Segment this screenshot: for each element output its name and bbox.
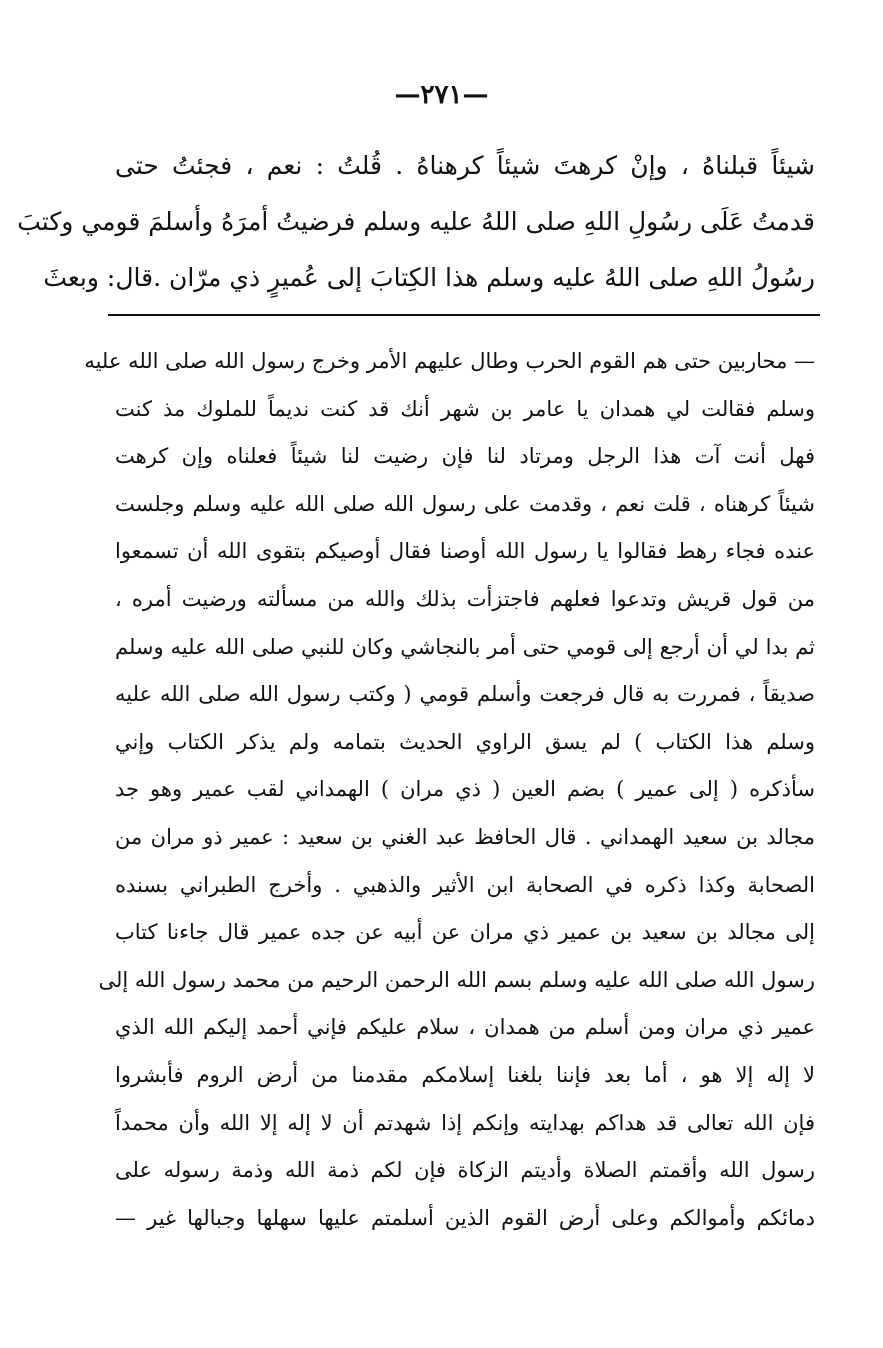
page-number: —٢٧١— (394, 80, 489, 110)
footnote-line: وسلم فقالت لي همدان يا عامر بن شهر أنك قد كنت نديماً للملوك مذ كنت (115, 396, 815, 421)
footnote-line: شيئاً كرهناه ، قلت نعم ، وقدمت على رسول الله صلى الله عليه وسلم وجلست (115, 491, 815, 516)
main-text-line: شيئاً قبلناهُ ، وإنْ كرهتَ شيئاً كرهناهُ . قُلتُ : نعم ، فجئتُ حتى (115, 151, 815, 180)
footnote-line: وسلم هذا الكتاب ) لم يسق الراوي الحديث بتمامه ولم يذكر الكتاب وإني (115, 729, 815, 754)
footnote-line: صديقاً ، فمررت به قال فرجعت وأسلم قومي ( وكتب رسول الله صلى الله عليه (115, 682, 815, 707)
footnote-line: لا إله إلا هو ، أما بعد فإننا بلغنا إسلامكم مقدمنا من أرض الروم فأبشروا (115, 1062, 815, 1087)
footnote-line: الصحابة وكذا ذكره في الصحابة ابن الأثير والذهبي . وأخرج الطبراني بسنده (115, 872, 815, 897)
footnote-line: دمائكم وأموالكم وعلى أرض القوم الذين أسلمتم عليها سهلها وجبالها غير — (115, 1205, 815, 1230)
footnote-line: فهل أنت آت هذا الرجل ومرتاد لنا فإن رضيت لنا شيئاً فعلناه وإن كرهت (115, 444, 815, 469)
footnote-line: ثم بدا لي أن أرجع إلى قومي حتى أمر بالنجاشي وكان للنبي صلى الله عليه وسلم (115, 634, 815, 659)
footnote-line: رسول الله وأقمتم الصلاة وأديتم الزكاة فإن لكم ذمة الله وذمة رسوله على (115, 1158, 815, 1183)
footnote-text (84, 338, 815, 1242)
footnote-line: عمير ذي مران ومن أسلم من همدان ، سلام عليكم فإني أحمد إليكم الله الذي (115, 1015, 815, 1040)
footnote-line: مجالد بن سعيد الهمداني . قال الحافظ عبد الغني بن سعيد : عمير ذو مران من (115, 824, 815, 849)
main-text-line: رسُولُ اللهِ صلى اللهُ عليه وسلم هذا الكِتابَ إلى عُميرٍ ذي مرّان .قال: وبعثَ (43, 263, 815, 292)
footnote-line: رسول الله صلى الله عليه وسلم بسم الله الرحمن الرحيم من محمد رسول الله إلى (98, 967, 815, 992)
footnote-line: إلى مجالد بن سعيد بن عمير ذي مران عن أبيه عن جده عمير قال جاءنا كتاب (115, 920, 815, 945)
footnote-divider (108, 314, 820, 316)
footnote-line: من قول قريش وتدعوا فعلهم فاجتزأت بذلك والله من مسألته ورضيت أمره ، (115, 586, 815, 611)
footnote-line: فإن الله تعالى قد هداكم بهدايته وإنكم إذا شهدتم أن لا إله إلا الله وأن محمداً (115, 1110, 815, 1135)
footnote-line: سأذكره ( إلى عمير ) بضم العين ( ذي مران ) الهمداني لقب عمير وهو جد (115, 777, 815, 802)
footnote-line: عنده فجاء رهط فقالوا يا رسول الله أوصنا فقال أوصيكم بتقوى الله أن تسمعوا (115, 539, 815, 564)
main-text (17, 138, 815, 306)
main-text-line: قدمتُ عَلَى رسُولِ اللهِ صلى اللهُ عليه وسلم فرضيتُ أمرَهُ وأسلمَ قومي وكتبَ (17, 207, 815, 236)
footnote-line: — محاربين حتى هم القوم الحرب وطال عليهم الأمر وخرج رسول الله صلى الله عليه (84, 349, 815, 373)
